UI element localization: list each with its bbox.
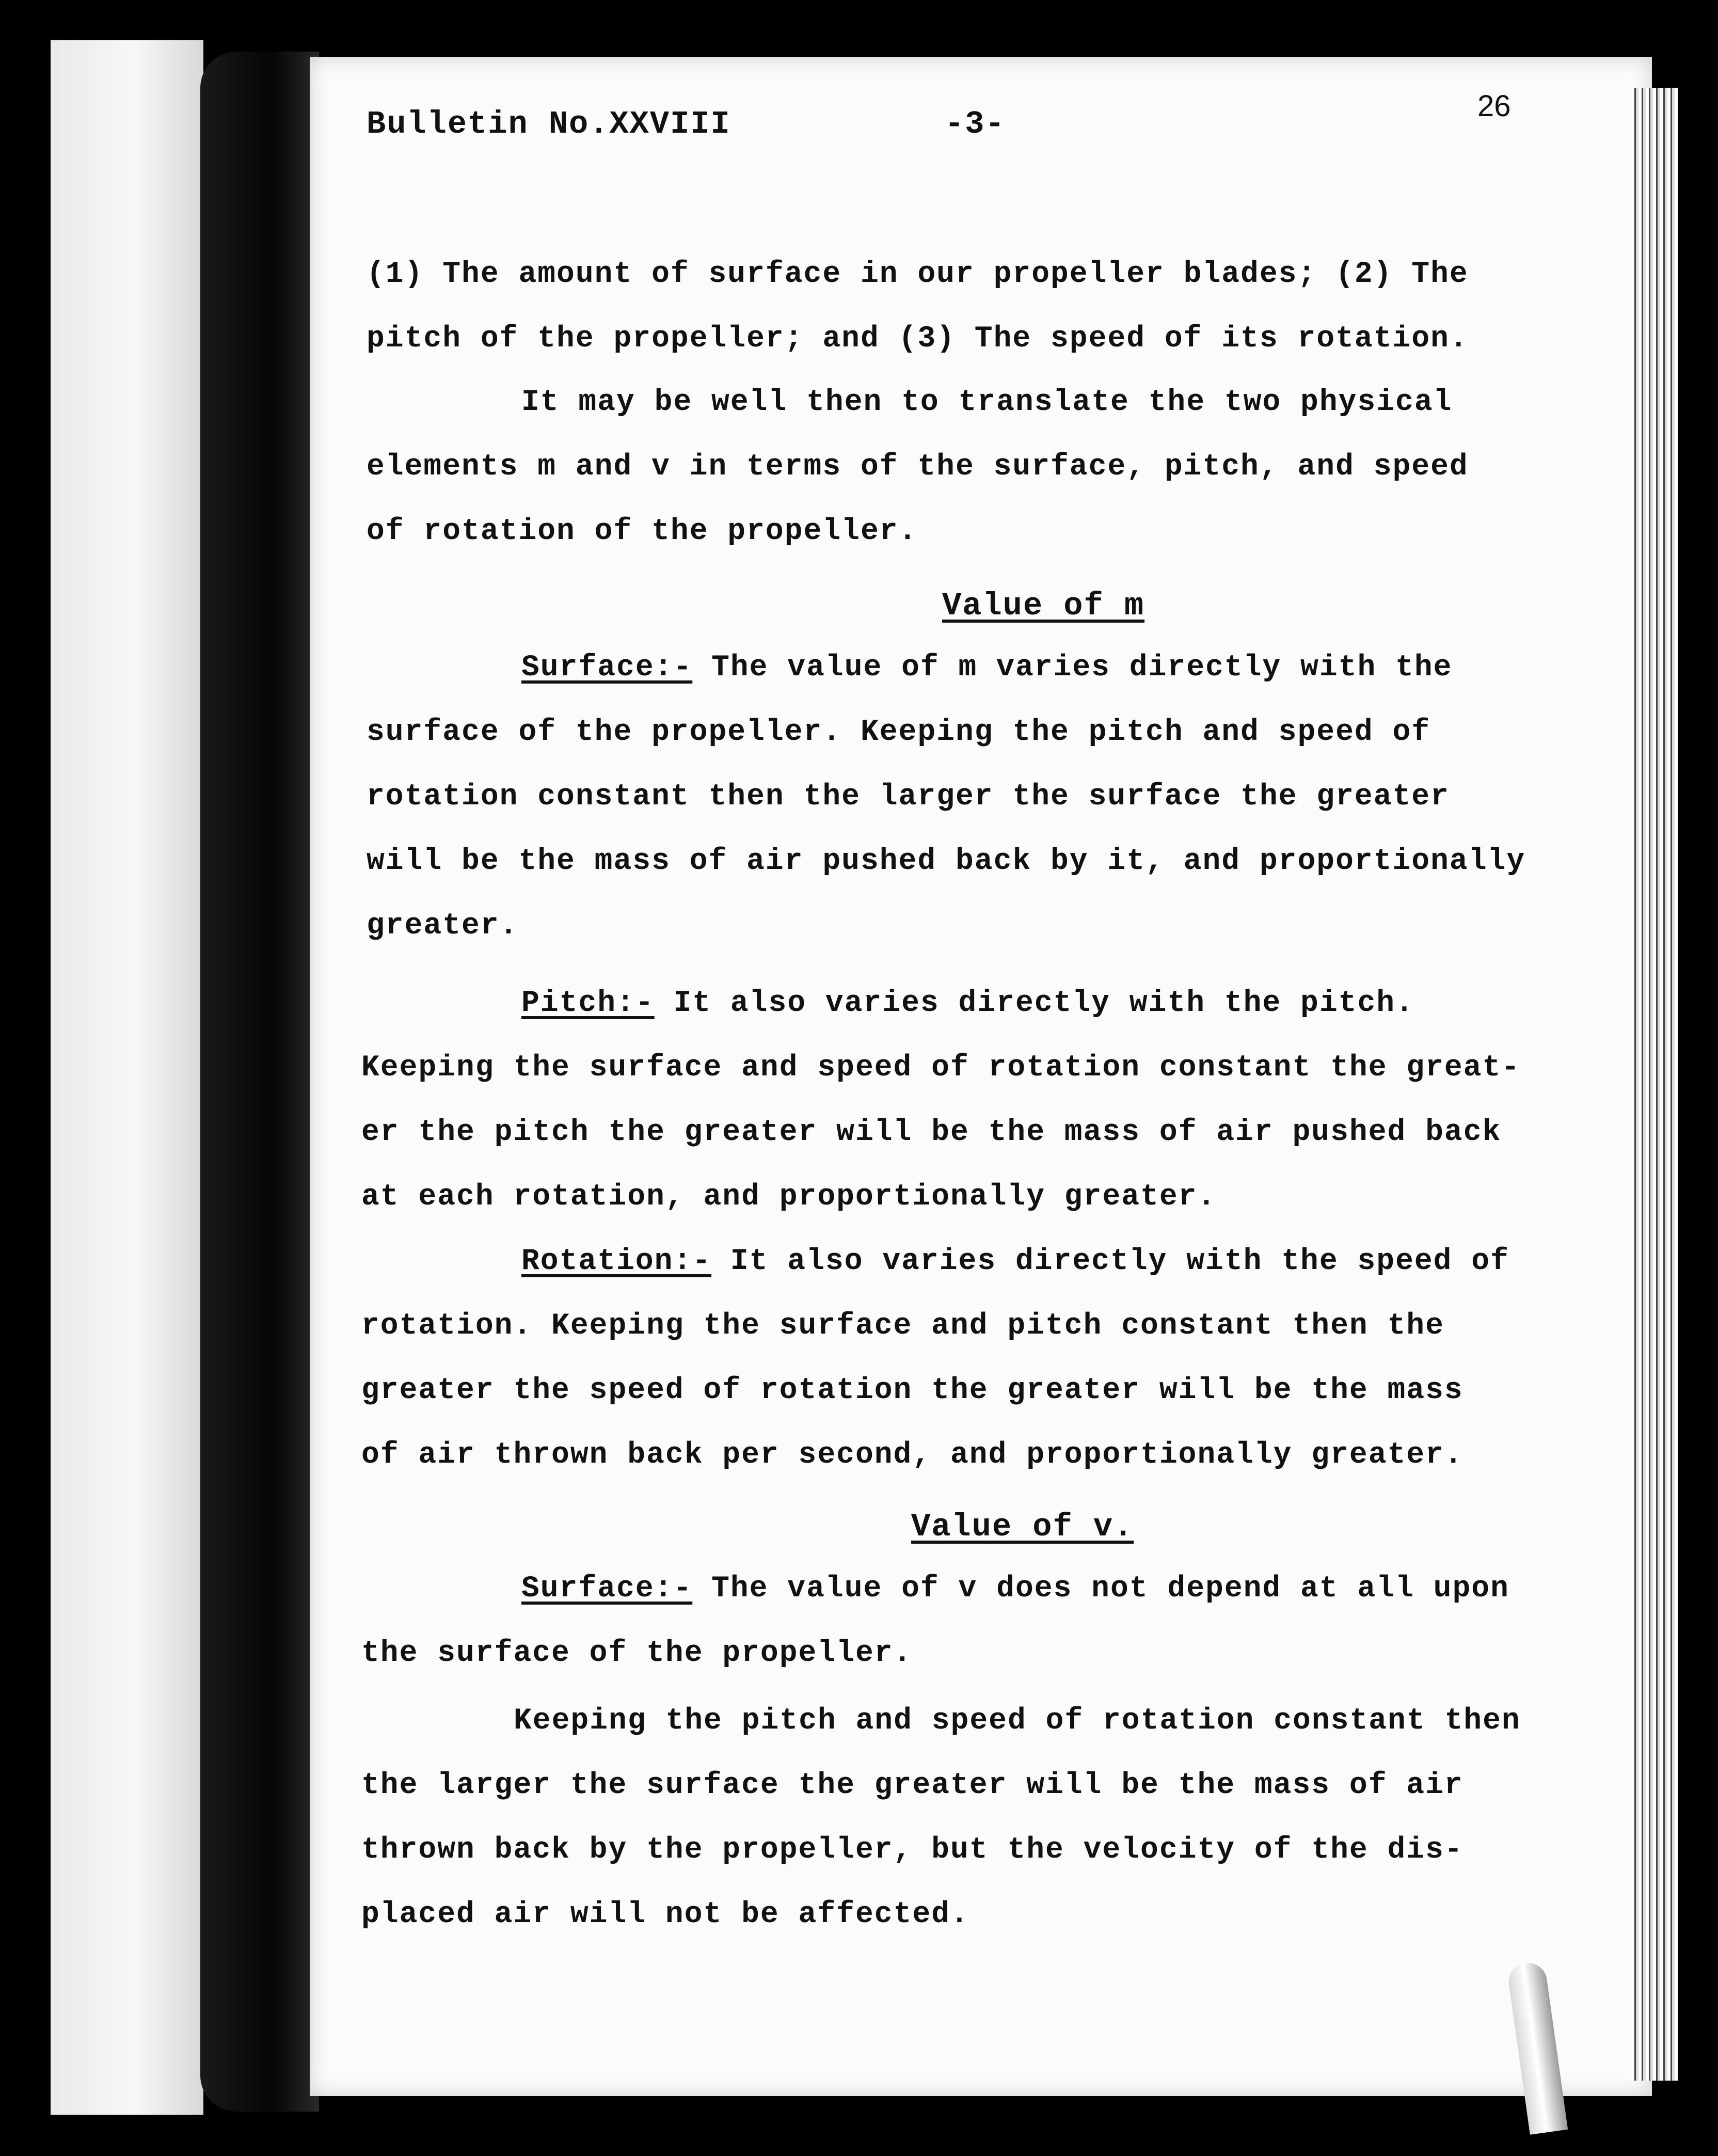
- text-line: elements m and v in terms of the surface, pitch, and speed: [367, 450, 1469, 484]
- text-line: pitch of the propeller; and (3) The speed of its rotation.: [367, 322, 1469, 356]
- text-line: greater the speed of rotation the greater will be the mass: [361, 1374, 1464, 1407]
- surface-m-text: The value of m varies directly with the: [692, 651, 1453, 685]
- surface-v-first-line: [521, 1573, 1509, 1606]
- rotation-m-label: Rotation:-: [521, 1245, 712, 1278]
- page-marker: -3-: [945, 106, 1006, 142]
- pitch-m-first-line: [521, 987, 1414, 1020]
- text-line: (1) The amount of surface in our propeller blades; (2) The: [367, 258, 1469, 291]
- text-line: greater.: [367, 909, 519, 943]
- heading-value-of-v: Value of v.: [911, 1509, 1134, 1545]
- text-line: It may be well then to translate the two physical: [521, 386, 1453, 419]
- pitch-m-text: It also varies directly with the pitch.: [654, 987, 1414, 1020]
- surface-m-first-line: [521, 652, 1453, 685]
- surface-v-text: The value of v does not depend at all upon: [692, 1572, 1509, 1606]
- text-line: the larger the surface the greater will be the mass of air: [361, 1769, 1464, 1802]
- page-stack-edges: [1631, 88, 1678, 2081]
- text-line: the surface of the propeller.: [361, 1637, 913, 1670]
- left-page-edge: [51, 40, 203, 2115]
- text-line: of air thrown back per second, and proportionally greater.: [361, 1438, 1464, 1472]
- heading-value-of-m: Value of m: [942, 588, 1145, 624]
- book-gutter: [200, 52, 319, 2112]
- text-line: placed air will not be affected.: [361, 1898, 969, 1931]
- text-line: rotation constant then the larger the surface the greater: [367, 780, 1450, 814]
- rotation-m-first-line: [521, 1245, 1509, 1278]
- page-number: 26: [1477, 89, 1511, 123]
- text-line: surface of the propeller. Keeping the pitch and speed of: [367, 716, 1431, 749]
- surface-v-label: Surface:-: [521, 1572, 693, 1606]
- text-line: at each rotation, and proportionally greater.: [361, 1180, 1217, 1214]
- surface-m-label: Surface:-: [521, 651, 693, 685]
- pitch-m-label: Pitch:-: [521, 987, 655, 1020]
- bulletin-header: Bulletin No.XXVIII: [367, 106, 731, 142]
- text-line: will be the mass of air pushed back by it, and proportionally: [367, 845, 1526, 878]
- text-line: Keeping the pitch and speed of rotation constant then: [514, 1704, 1521, 1738]
- text-line: er the pitch the greater will be the mass of air pushed back: [361, 1116, 1502, 1149]
- rotation-m-text: It also varies directly with the speed of: [711, 1245, 1509, 1278]
- text-line: rotation. Keeping the surface and pitch constant then the: [361, 1309, 1444, 1343]
- text-line: Keeping the surface and speed of rotation constant the great-: [361, 1051, 1521, 1085]
- text-line: thrown back by the propeller, but the velocity of the dis-: [361, 1833, 1464, 1867]
- text-line: of rotation of the propeller.: [367, 515, 918, 548]
